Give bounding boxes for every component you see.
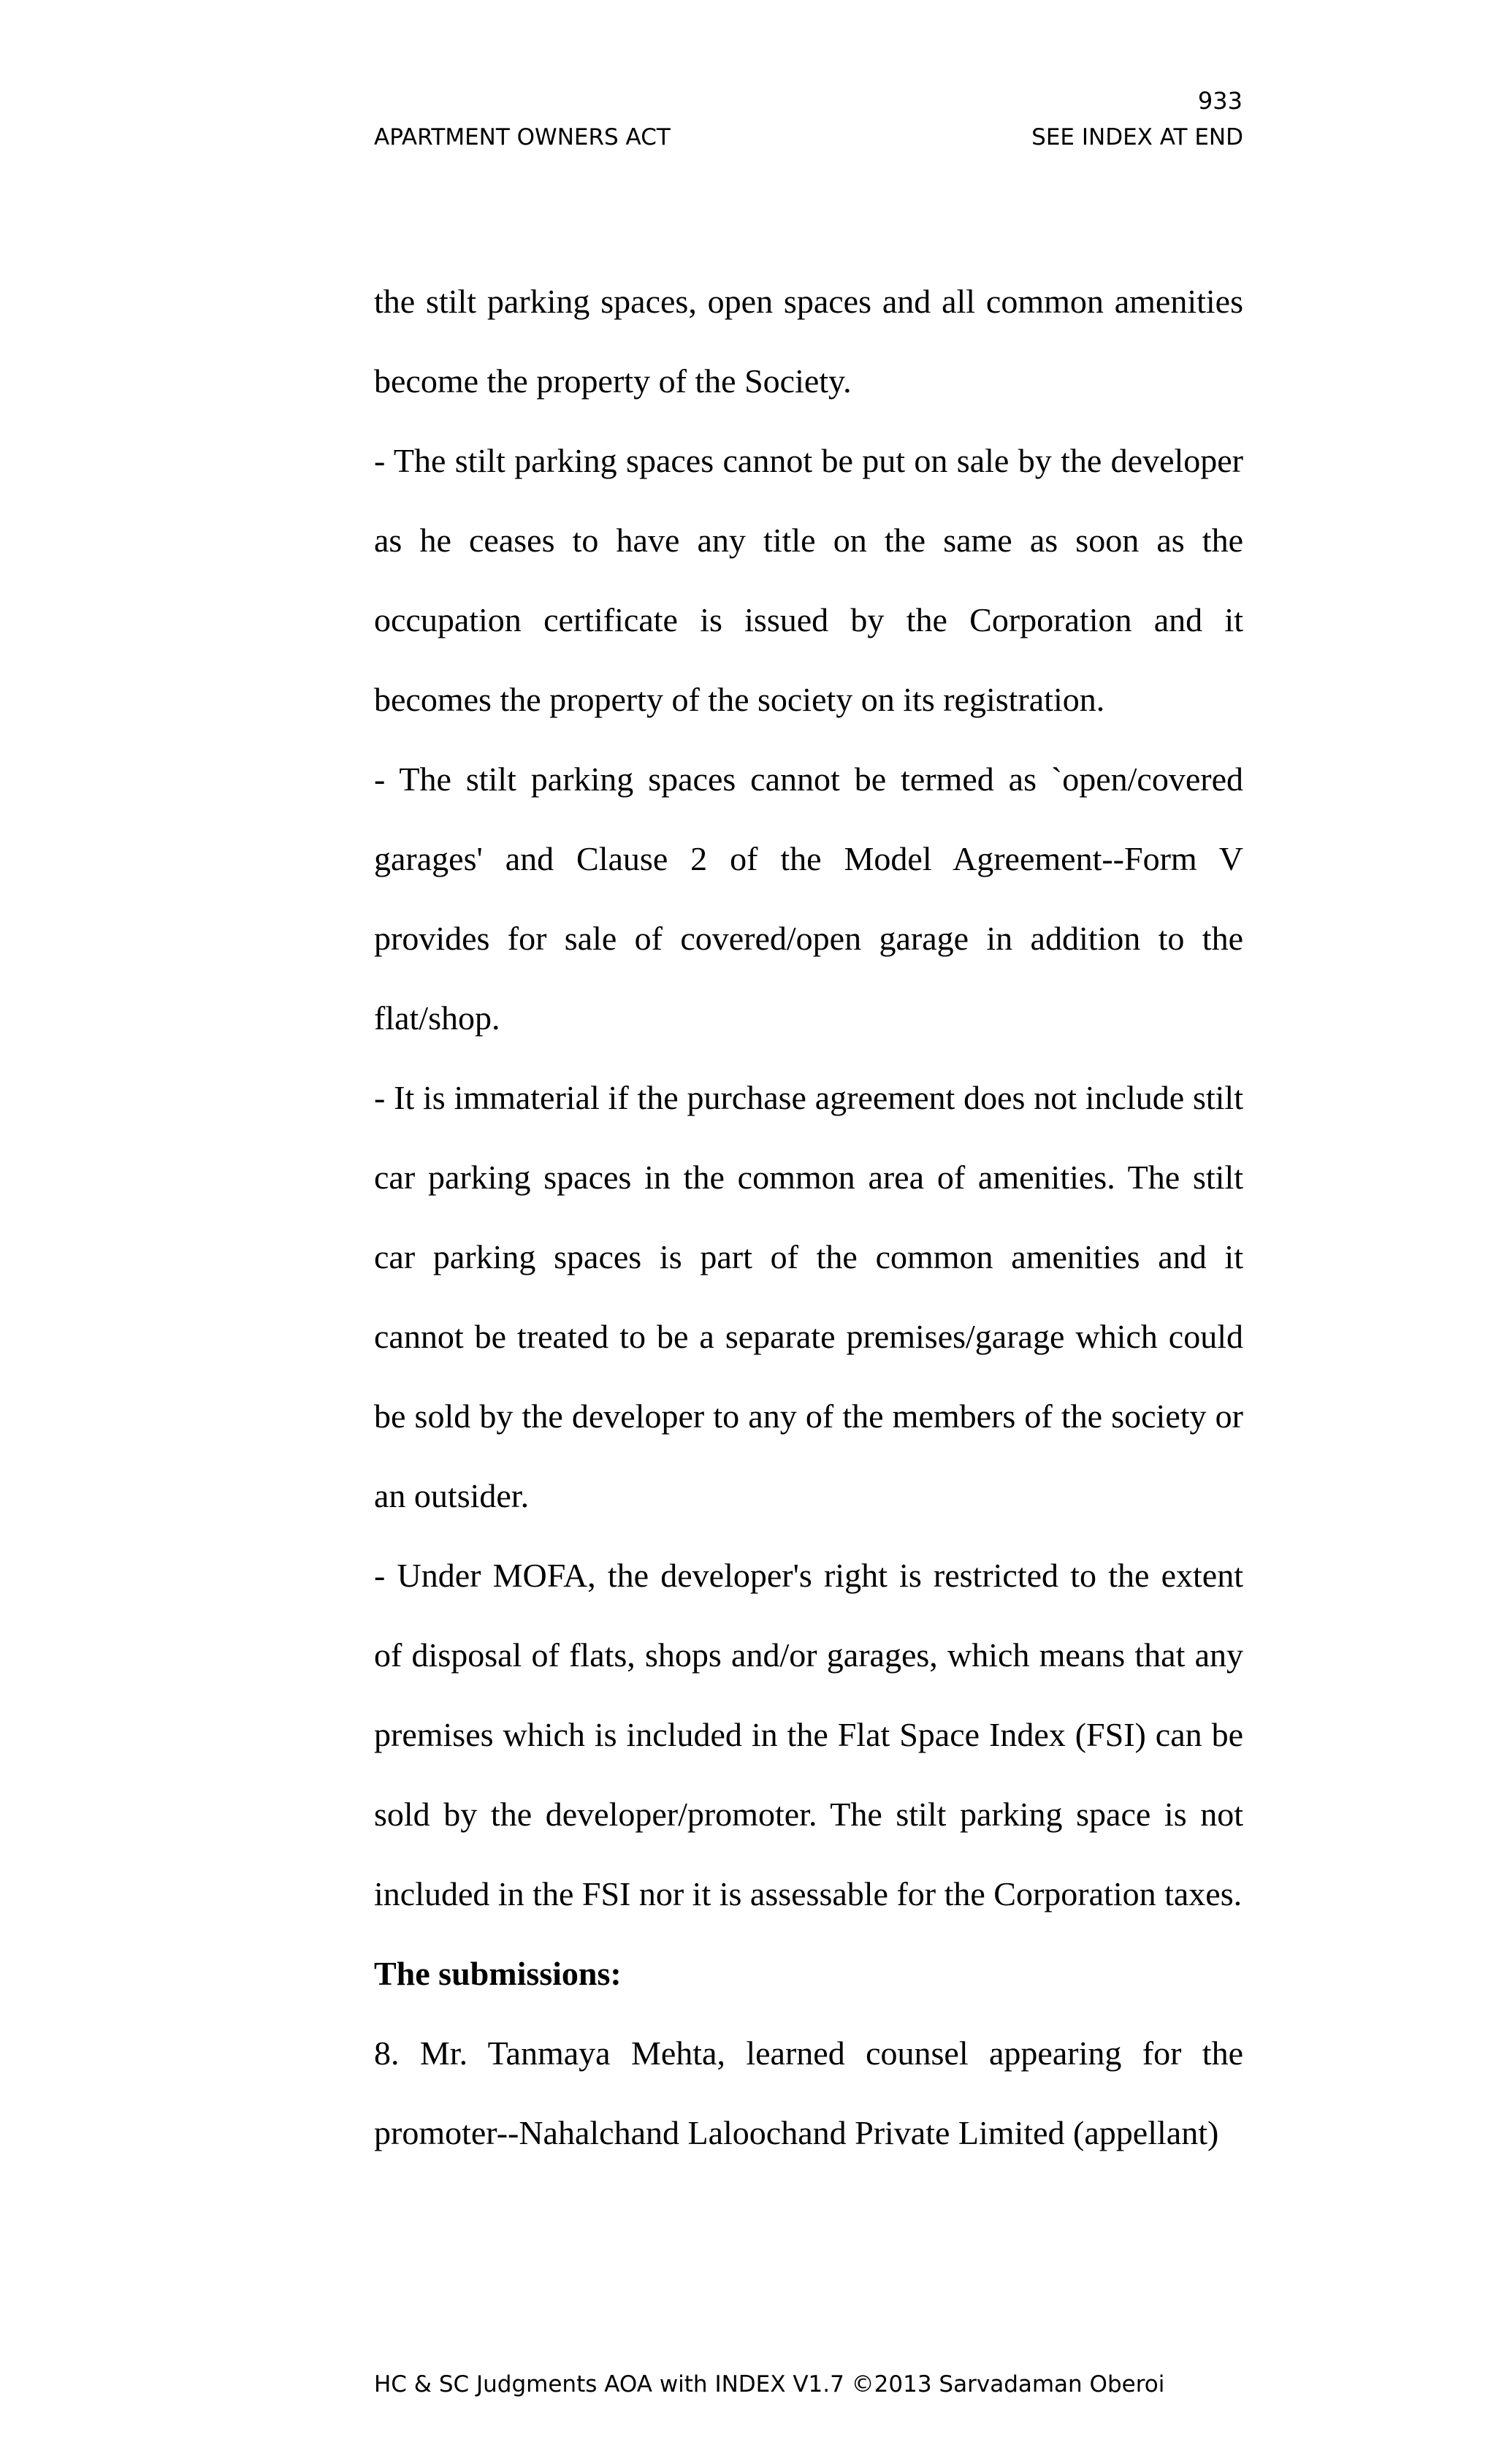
body-paragraph: - The stilt parking spaces cannot be termed as `open/covered garages' and Clause 2 of the Model Agreement--Form V provides for sale of covered/open garage in addition to the flat/shop. [374, 760, 1243, 1037]
body-paragraph: - The stilt parking spaces cannot be put on sale by the developer as he ceases to have any title on the same as soon as the occupation certificate is issued by the Corporation and it becomes the property of the society on its registration. [374, 442, 1243, 718]
section-heading: The submissions: [374, 1955, 622, 1992]
body-paragraph: - It is immaterial if the purchase agreement does not include stilt car parking spaces in the common area of amenities. The stilt car parking spaces is part of the common amenities and it cannot be treated to be a separate premises/garage which could be sold by the developer to any of the members of the society or an outsider. [374, 1079, 1243, 1514]
page-footer: HC & SC Judgments AOA with INDEX V1.7 ©2013 Sarvadaman Oberoi [374, 2371, 1165, 2398]
page-number: 933 [1197, 87, 1243, 115]
body-paragraph: 8. Mr. Tanmaya Mehta, learned counsel appearing for the promoter--Nahalchand Laloochand Private Limited (appellant) [374, 2034, 1243, 2151]
body-paragraph: - Under MOFA, the developer's right is restricted to the extent of disposal of flats, shops and/or garages, which means that any premises which is included in the Flat Space Index (FSI) can be sold by the developer/promoter. The stilt parking space is not included in the FSI nor it is assessable for the Corporation taxes. [374, 1557, 1243, 1912]
running-header [374, 123, 1243, 152]
header-left-title: APARTMENT OWNERS ACT [374, 124, 671, 150]
header-right-note: SEE INDEX AT END [1031, 124, 1243, 150]
document-body [374, 262, 1243, 2173]
body-paragraph: the stilt parking spaces, open spaces and all common amenities become the property of the Society. [374, 283, 1243, 400]
